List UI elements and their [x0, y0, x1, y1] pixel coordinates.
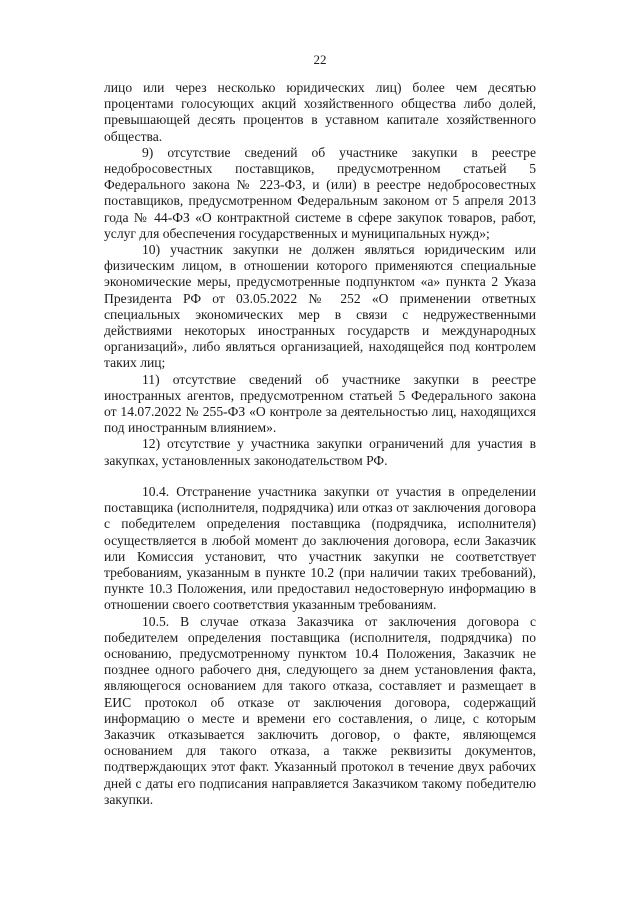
list-item-12: 12) отсутствие у участника закупки ограничений для участия в закупках, установленных законодательством РФ. [104, 436, 536, 468]
continuation-paragraph: лицо или через несколько юридических лиц) более чем десятью процентами голосующих акций хозяйственного общества либо долей, превышающей десять процентов в уставном капитале хозяйственного общества. [104, 80, 536, 144]
section-10-5: 10.5. В случае отказа Заказчика от заключения договора с победителем определения поставщика (исполнителя, подрядчика) по основанию, предусмотренному пунктом 10.4 Положения, Заказчик не позднее одного рабочего дня, следующего за днем установления факта, являющегося основанием для такого отказа, составляет и размещает в ЕИС протокол об отказе от заключения договора, содержащий информацию о месте и времени его составления, о лице, с которым Заказчик отказывается заключить договор, о факте, являющемся основанием для такого отказа, а также реквизиты документов, подтверждающих этот факт. Указанный протокол в течение двух рабочих дней с даты его подписания направляется Заказчиком такому победителю закупки. [104, 613, 536, 807]
requirements-list [104, 80, 536, 469]
list-item-10: 10) участник закупки не должен являться юридическим или физическим лицом, в отношении которого применяются специальные экономические меры, предусмотренные подпунктом «а» пункта 2 Указа Президента РФ от 03.05.2022 № 252 «О применении ответных специальных экономических мер в связи с недружественными действиями некоторых иностранных государств и международных организаций», либо являться организацией, находящейся под контролем таких лиц; [104, 242, 536, 371]
section-10-4: 10.4. Отстранение участника закупки от участия в определении поставщика (исполнителя, подрядчика) или отказ от заключения договора с победителем определения поставщика (подрядчика, исполнителя) осуществляется в любой момент до заключения договора, если Заказчик или Комиссия установит, что участник закупки не соответствует требованиям, указанным в пункте 10.2 (при наличии таких требований), пункте 10.3 Положения, или предоставил недостоверную информацию в отношении своего соответствия указанным требованиям. [104, 484, 536, 613]
sections-block [104, 484, 536, 808]
list-item-11: 11) отсутствие сведений об участнике закупки в реестре иностранных агентов, предусмотренном статьей 5 Федерального закона от 14.07.2022 № 255-ФЗ «О контроле за деятельностью лиц, находящихся под иностранным влиянием». [104, 371, 536, 436]
list-item-9: 9) отсутствие сведений об участнике закупки в реестре недобросовестных поставщиков, предусмотренном статьей 5 Федерального закона № 223-ФЗ, и (или) в реестре недобросовестных поставщиков, предусмотренном Федеральным законом от 5 апреля 2013 года № 44-ФЗ «О контрактной системе в сфере закупок товаров, работ, услуг для обеспечения государственных и муниципальных нужд»; [104, 144, 536, 241]
page-number: 22 [313, 52, 327, 67]
